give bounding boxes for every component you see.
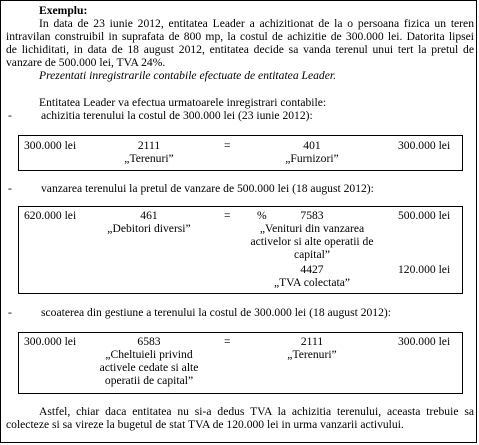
entry-1-credit-name: „Furnizori” — [285, 152, 339, 165]
entry-2-credit-1-name-line-1: „Venituri din vanzarea — [259, 222, 365, 235]
entry-1-credit-amount: 300.000 lei — [398, 139, 451, 152]
conclusion-line-1: Astfel, chiar daca entitatea nu si-a dedus TVA la achizitia terenului, aceasta trebuie sa — [39, 405, 474, 418]
entry-2-credit-1-name-line-2: activelor si alte operatii de — [250, 235, 374, 248]
lead-sentence: Entitatea Leader va efectua urmatoarele inregistrari contabile: — [39, 96, 327, 109]
journal-entry-1 — [18, 135, 463, 171]
entry-2-credit-1-account: 7583 — [300, 209, 324, 222]
entry-2-equals-sign: = — [224, 209, 231, 222]
example-title: Exemplu: — [39, 4, 88, 17]
intro-line-4: vanzare de 500.000 lei, TVA 24%. — [6, 56, 166, 69]
entry-1-debit-name: „Terenuri” — [124, 152, 174, 165]
entry-2-debit-account: 461 — [140, 209, 158, 222]
step-3-text: scoaterea din gestiune a terenului la costul de 300.000 lei (18 august 2012): — [41, 306, 391, 319]
entry-2-credit-2-name: „TVA colectata” — [273, 276, 351, 289]
entry-3-debit-name-line-2: activele cedate si alte — [99, 361, 199, 374]
step-1-bullet: - — [8, 109, 12, 122]
step-2-bullet: - — [8, 182, 12, 195]
entry-2-credit-1-name-line-3: capital” — [293, 248, 331, 261]
entry-2-debit-name: „Debitori diversi” — [107, 222, 191, 235]
entry-3-debit-account: 6583 — [137, 335, 161, 348]
entry-3-debit-name-line-3: operatii de capital” — [104, 374, 194, 387]
conclusion-line-2: colecteze si sa vireze la bugetul de stat TVA de 120.000 lei in urma vanzarii activului. — [6, 418, 404, 431]
entry-3-equals-sign: = — [224, 335, 231, 348]
step-3-bullet: - — [8, 306, 12, 319]
entry-3-credit-amount: 300.000 lei — [398, 335, 451, 348]
entry-1-equals-sign: = — [224, 139, 231, 152]
intro-line-1: In data de 23 iunie 2012, entitatea Leader a achizitionat de la o persoana fizica un teren — [39, 17, 474, 30]
entry-2-credit-2-amount: 120.000 lei — [398, 263, 451, 276]
entry-3-debit-name-line-1: „Cheltuieli privind — [105, 348, 193, 361]
entry-1-debit-account: 2111 — [137, 139, 161, 152]
entry-2-credit-1-amount: 500.000 lei — [398, 209, 451, 222]
journal-entry-3 — [18, 332, 463, 394]
entry-3-credit-account: 2111 — [300, 335, 324, 348]
task-statement: Prezentati inregistrarile contabile efectuate de entitatea Leader. — [39, 69, 336, 82]
step-2-text: vanzarea terenului la pretul de vanzare de 500.000 lei (18 august 2012): — [41, 182, 374, 195]
intro-line-3: de lichiditati, in data de 18 august 2012, entitatea decide sa vanda terenul unui tert la pretul de — [6, 43, 474, 56]
entry-2-credit-2-account: 4427 — [300, 263, 324, 276]
entry-2-debit-amount: 620.000 lei — [24, 209, 77, 222]
journal-entry-2 — [18, 206, 463, 294]
step-1-text: achizitia terenului la costul de 300.000 lei (23 iunie 2012): — [41, 109, 313, 122]
intro-line-2: intravilan construibil in suprafata de 800 mp, la costul de achizitie de 300.000 lei. Datorita lipsei — [6, 30, 474, 43]
entry-3-credit-name: „Terenuri” — [287, 348, 337, 361]
entry-2-credit-percent: % — [257, 209, 267, 222]
entry-1-credit-account: 401 — [303, 139, 321, 152]
entry-1-debit-amount: 300.000 lei — [24, 139, 77, 152]
entry-3-debit-amount: 300.000 lei — [24, 335, 77, 348]
